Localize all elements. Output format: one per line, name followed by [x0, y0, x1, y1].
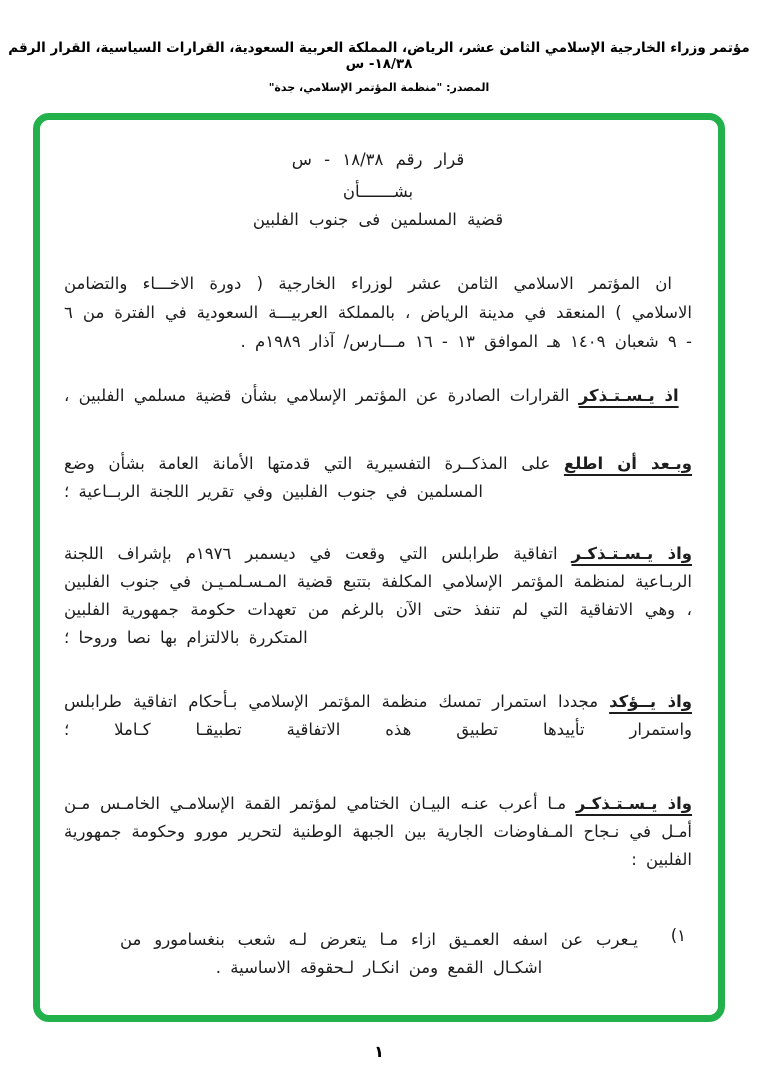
numbered-item: [64, 926, 692, 982]
resolution-subject: قضية المسلمين فى جنوب الفلبين: [252, 210, 504, 229]
item-number: ١): [670, 926, 686, 945]
resolution-title-block: [64, 150, 692, 229]
clause-lead: واذ يـسـتـذكـر: [575, 794, 693, 813]
scanned-document-frame: [33, 113, 725, 1022]
clause-paragraph: [64, 382, 692, 410]
page-number: ١: [374, 1042, 384, 1061]
clause-paragraph: [64, 688, 692, 744]
clause-text: اتفاقية طرابلس التي وقعت في ديسمبر ١٩٧٦م بإشراف اللجنة الربـاعية لمنظمة المؤتمر الإسلامي المكلفة بتتبع قضية المـسـلمـيـن في جنوب الفلبين ، وهي الاتفاقية التي لم تنفذ حتى الآن بالرغم من تعهدات حكومة جمهورية الفلبين المتكررة بالالتزام بها نصا وروحا ؛: [64, 544, 692, 647]
clause-lead: وبـعد أن اطلع: [563, 454, 692, 473]
citation-header: [0, 40, 758, 94]
clause-lead: واذ يـسـتـذكـر: [571, 544, 692, 563]
clause-lead: اذ يـسـتـذكر: [578, 386, 679, 405]
preamble-paragraph: ان المؤتمر الاسلامي الثامن عشر لوزراء الخارجية ( دورة الاخـــاء والتضامن الاسلامي ) المنعقد في مدينة الرياض ، بالمملكة العربيـــة السعودية في الفترة من ٦ - ٩ شعبان ١٤٠٩ هـ الموافق ١٣ - ١٦ مـــارس/ آذار ١٩٨٩م .: [64, 274, 692, 351]
clause-text: القرارات الصادرة عن المؤتمر الإسلامي بشأن قضية مسلمي الفلبين ،: [64, 386, 570, 405]
clause-paragraph: [64, 540, 692, 652]
source-line: المصدر: "منظمة المؤتمر الإسلامي، جدة": [268, 81, 490, 94]
resolution-number: قرار رقم ١٨/٣٨ - س: [291, 150, 465, 169]
clause-paragraph: [64, 790, 692, 874]
clause-paragraph: [64, 450, 692, 506]
scanned-document-body: [40, 120, 718, 982]
clause-lead: واذ يــؤكد: [609, 692, 692, 711]
regarding-label: بشـــــــأن: [342, 182, 414, 201]
clause-text: مـا أعرب عنـه البيـان الختامي لمؤتمر القمة الإسلامـي الخامـس مـن أمـل في نـجاح المـفاوضات الجارية بين الجبهة الوطنية لتحرير مورو وحكومة جمهورية الفلبين :: [64, 794, 692, 869]
clause-text: مجددا استمرار تمسك منظمة المؤتمر الإسلامي بـأحكام اتفاقية طرابلس واستمرار تأييدها تطبيق هذه الاتفاقية تطبيقـا كـاملا ؛: [64, 692, 692, 739]
citation-line: مؤتمر وزراء الخارجية الإسلامي الثامن عشر، الرياض، المملكة العربية السعودية، القرارات السياسية، القرار الرقم ١٨/٣٨- س: [8, 40, 750, 72]
clause-text: على المذكــرة التفسيرية التي قدمتها الأمانة العامة بشأن وضع المسلمين في جنوب الفلبين وفي تقرير اللجنة الربــاعية ؛: [64, 454, 551, 501]
item-text: يـعرب عن اسفه العمـيق ازاء مـا يتعرض لـه شعب بنغسامورو من اشكـال القمع ومن انكـار لـحقوقه الاساسية .: [120, 930, 638, 977]
